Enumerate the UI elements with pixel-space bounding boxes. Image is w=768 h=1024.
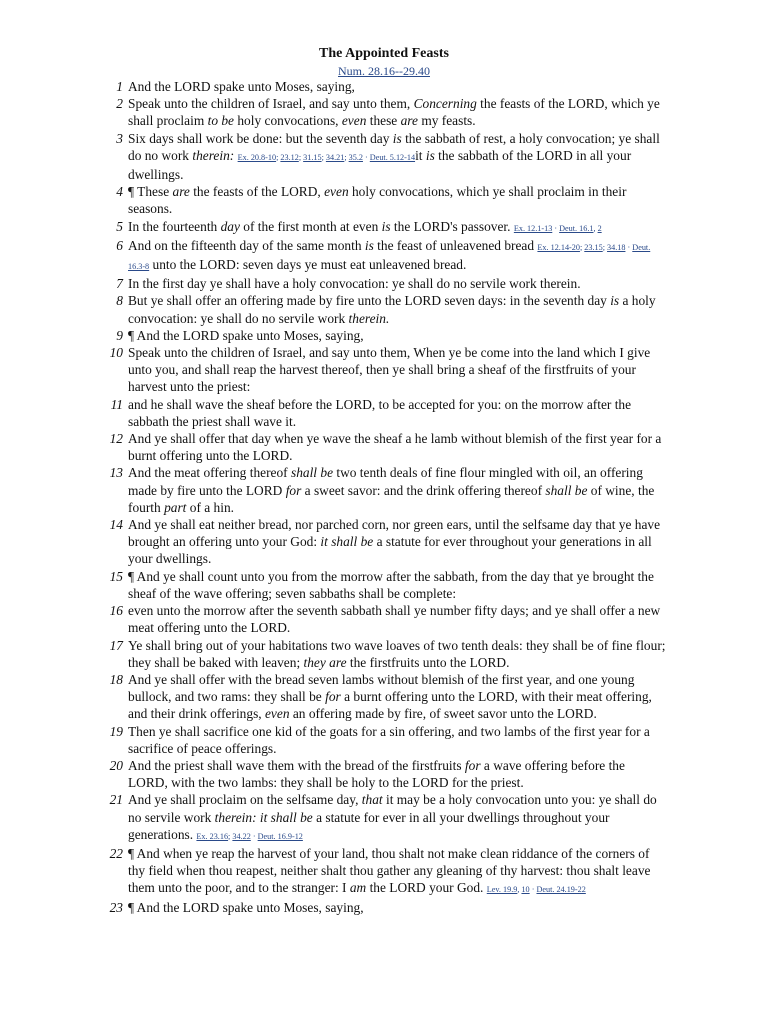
reference-separator: ; bbox=[321, 152, 326, 162]
verse-number: 7 bbox=[116, 276, 123, 292]
verse-text-segment: of wine, the fourth bbox=[128, 482, 655, 515]
verse-19 bbox=[0, 723, 768, 757]
italic-text: shall be bbox=[545, 482, 588, 498]
verse-text-segment: ¶ And ye shall count unto you from the morrow after the sabbath, from the day that ye brought the sheaf of the wave offering; seven sabbaths shall be complete: bbox=[128, 568, 654, 601]
verse-text-segment: the sabbath of the LORD in all your dwellings. bbox=[128, 147, 632, 183]
verse-6 bbox=[0, 237, 768, 275]
italic-text: to be bbox=[207, 113, 234, 129]
verse-text-segment: holy convocations, bbox=[234, 113, 342, 129]
italic-text: is bbox=[364, 237, 374, 253]
reference-separator: · bbox=[250, 831, 258, 841]
reference-separator: · bbox=[552, 223, 560, 233]
verse-text-segment: Then ye shall sacrifice one kid of the goats for a sin offering, and two lambs of the first year for a sacrifice of peace offerings. bbox=[128, 723, 650, 756]
verse-21 bbox=[0, 791, 768, 845]
verse-text-segment: But ye shall offer an offering made by fire unto the LORD seven days: in the seventh day bbox=[128, 293, 611, 309]
cross-reference-link[interactable]: 23.15 bbox=[584, 242, 603, 252]
passage-reference[interactable] bbox=[0, 64, 768, 78]
verse-text bbox=[128, 899, 668, 916]
verse-text bbox=[128, 791, 668, 845]
verse-number: 17 bbox=[109, 637, 123, 653]
verse-text bbox=[128, 275, 668, 292]
cross-reference-link[interactable]: Ex. 23.16 bbox=[196, 831, 229, 841]
verse-list bbox=[0, 78, 768, 916]
italic-text: are bbox=[172, 184, 190, 200]
italic-text: am bbox=[349, 880, 367, 896]
verse-text bbox=[128, 327, 668, 344]
verse-text-segment: And the priest shall wave them with the bread of the firstfruits bbox=[128, 757, 465, 773]
verse-3 bbox=[0, 130, 768, 184]
verse-text-segment: the sabbath of rest, a holy convocation; ye shall do no work bbox=[128, 130, 660, 163]
verse-text-segment: the LORD's passover. bbox=[390, 218, 514, 234]
verse-text-segment: a statute for ever throughout your generations in all your dwellings. bbox=[128, 534, 652, 567]
verse-text-segment: the feasts of the LORD, which ye shall proclaim bbox=[128, 96, 660, 129]
verse-text bbox=[128, 568, 668, 602]
verse-text bbox=[128, 344, 668, 396]
verse-text-segment: ¶ And the LORD spake unto Moses, saying, bbox=[128, 899, 364, 915]
verse-text bbox=[128, 516, 668, 568]
verse-text bbox=[128, 78, 668, 95]
verse-13 bbox=[0, 464, 768, 516]
verse-text-segment: And the LORD spake unto Moses, saying, bbox=[128, 79, 355, 94]
verse-text-segment: And ye shall offer that day when ye wave the sheaf a he lamb without blemish of the first year for a burnt offering unto the LORD. bbox=[128, 431, 662, 464]
verse-text bbox=[128, 237, 668, 275]
verse-text-segment: And ye shall eat neither bread, nor parched corn, nor green ears, until the selfsame day that ye have brought an offering unto your God: bbox=[128, 517, 661, 550]
verse-number: 14 bbox=[109, 517, 123, 533]
verse-text-segment: the firstfruits unto the LORD. bbox=[346, 654, 510, 670]
verse-number: 1 bbox=[116, 79, 123, 94]
cross-reference-link[interactable]: 10 bbox=[521, 885, 530, 895]
verse-text bbox=[128, 464, 668, 516]
cross-reference-link[interactable]: Ex. 12.14-20 bbox=[537, 242, 580, 252]
verse-text-segment: two tenth deals of fine flour mingled with oil, an offering made by fire unto the LORD bbox=[128, 465, 643, 498]
reference-separator: , bbox=[593, 223, 598, 233]
page-title: The Appointed Feasts bbox=[319, 46, 449, 61]
verse-text bbox=[128, 637, 668, 671]
italic-text: that bbox=[361, 792, 383, 808]
verse-number: 2 bbox=[116, 96, 123, 112]
verse-1 bbox=[0, 78, 768, 95]
verse-number: 16 bbox=[109, 603, 123, 619]
verse-text-segment: And ye shall offer with the bread seven lambs without blemish of the first year, and one young bullock, and two rams: they shall be bbox=[128, 671, 635, 705]
verse-number: 10 bbox=[109, 345, 123, 361]
cross-reference-link[interactable]: Lev. 19.9 bbox=[486, 885, 518, 895]
verse-15 bbox=[0, 568, 768, 602]
verse-number: 12 bbox=[109, 431, 123, 447]
verse-23 bbox=[0, 899, 768, 916]
verse-text-segment: ¶ These bbox=[128, 184, 173, 200]
italic-text: they are bbox=[303, 654, 347, 670]
verse-text-segment: a holy convocation: ye shall do no servile work bbox=[128, 293, 656, 326]
verse-text-segment: Six days shall work be done: but the seventh day bbox=[128, 130, 393, 146]
cross-reference-link[interactable]: Deut. 16.1 bbox=[559, 223, 594, 233]
verse-text-segment: holy convocations, which ye shall proclaim in their seasons. bbox=[128, 184, 627, 217]
italic-text: for bbox=[325, 689, 341, 705]
verse-text-segment: the LORD your God. bbox=[366, 880, 487, 896]
verse-text bbox=[128, 757, 668, 791]
verse-text-segment: an offering made by fire, of sweet savor unto the LORD. bbox=[289, 706, 597, 722]
italic-text: therein: it shall be bbox=[214, 809, 313, 825]
verse-number: 6 bbox=[116, 237, 123, 253]
passage-reference-link[interactable]: Num. 28.16--29.40 bbox=[338, 64, 430, 78]
italic-text: Concerning bbox=[413, 96, 477, 112]
reference-separator: ; bbox=[298, 152, 304, 162]
verse-text-segment: and he shall wave the sheaf before the LORD, to be accepted for you: on the morrow after the sabbath the priest shall wave it. bbox=[128, 396, 632, 429]
verse-number: 19 bbox=[109, 723, 123, 739]
verse-text-segment: the feast of unleavened bread bbox=[373, 237, 538, 253]
reference-separator: · bbox=[529, 885, 537, 895]
cross-reference-link[interactable]: Ex. 12.1-13 bbox=[513, 223, 553, 233]
verse-22 bbox=[0, 845, 768, 899]
verse-text bbox=[128, 292, 668, 326]
cross-reference-link[interactable]: Deut. 5.12-14 bbox=[369, 152, 416, 162]
verse-text-segment: Ye shall bring out of your habitations two wave loaves of two tenth deals: they shall be of fine flour; they shall be baked with leaven; bbox=[128, 637, 666, 670]
italic-text: it shall be bbox=[320, 534, 374, 550]
verse-text-segment: Speak unto the children of Israel, and say unto them, bbox=[128, 96, 414, 112]
italic-text: is bbox=[610, 293, 620, 309]
verse-text-segment: it may be a holy convocation unto you: ye shall do no servile work bbox=[128, 792, 657, 825]
verse-text-segment: a burnt offering unto the LORD, with their meat offering, and their drink offerings, bbox=[128, 689, 652, 722]
reference-separator: ; bbox=[579, 242, 585, 252]
verse-number: 11 bbox=[110, 396, 123, 412]
verse-12 bbox=[0, 430, 768, 464]
cross-reference-link[interactable]: 2 bbox=[597, 223, 602, 233]
verse-17 bbox=[0, 637, 768, 671]
italic-text: therein: bbox=[192, 147, 235, 163]
reference-separator: , bbox=[517, 885, 522, 895]
verse-9 bbox=[0, 327, 768, 344]
verse-4 bbox=[0, 183, 768, 217]
reference-separator: ; bbox=[344, 152, 349, 162]
cross-reference-link[interactable]: Deut. 24.19-22 bbox=[536, 885, 586, 895]
verse-text-segment: even unto the morrow after the seventh sabbath shall ye number fifty days; and ye shall offer a new meat offering unto the LORD. bbox=[128, 603, 661, 636]
verse-text-segment: of the first month at even bbox=[239, 218, 382, 234]
verse-text bbox=[128, 95, 668, 129]
verse-number: 9 bbox=[116, 327, 123, 343]
verse-10 bbox=[0, 344, 768, 396]
verse-number: 20 bbox=[109, 757, 123, 773]
italic-text: even bbox=[324, 184, 349, 200]
italic-text: day bbox=[220, 218, 240, 234]
verse-number: 13 bbox=[109, 465, 123, 481]
verse-text-segment: these bbox=[366, 113, 401, 129]
verse-5 bbox=[0, 218, 768, 237]
verse-text-segment: a wave offering before the LORD, with the two lambs: they shall be holy to the LORD for the priest. bbox=[128, 757, 625, 791]
verse-text bbox=[128, 671, 668, 723]
reference-separator: · bbox=[362, 152, 370, 162]
verse-number: 22 bbox=[109, 845, 123, 861]
cross-reference-link[interactable]: 34.21 bbox=[325, 152, 345, 162]
verse-text-segment: And ye shall proclaim on the selfsame day, bbox=[128, 792, 362, 808]
verse-text-segment: ¶ And the LORD spake unto Moses, saying, bbox=[128, 327, 364, 343]
cross-reference-link[interactable]: 34.18 bbox=[607, 242, 626, 252]
verse-11 bbox=[0, 396, 768, 430]
cross-reference-link[interactable]: Ex. 20.8-10 bbox=[237, 152, 277, 162]
italic-text: is bbox=[392, 130, 402, 146]
verse-18 bbox=[0, 671, 768, 723]
cross-reference-link[interactable]: Deut. 16.3-8 bbox=[128, 242, 651, 272]
verse-text bbox=[128, 130, 668, 184]
reference-separator: ; bbox=[228, 831, 233, 841]
verse-number: 8 bbox=[116, 293, 123, 309]
verse-text-segment: the feasts of the LORD, bbox=[189, 184, 325, 200]
verse-text bbox=[128, 396, 668, 430]
verse-text bbox=[128, 430, 668, 464]
italic-text: for bbox=[464, 757, 481, 773]
cross-reference-link[interactable]: 23.12 bbox=[280, 152, 299, 162]
italic-text: is bbox=[425, 147, 435, 163]
verse-text-segment: In the fourteenth bbox=[128, 218, 221, 234]
verse-number: 18 bbox=[109, 671, 123, 687]
verse-text-segment: it bbox=[415, 147, 426, 163]
reference-separator: ; bbox=[276, 152, 281, 162]
verse-text-segment: unto the LORD: seven days ye must eat unleavened bread. bbox=[149, 257, 467, 273]
verse-number: 3 bbox=[116, 130, 123, 146]
italic-text: even bbox=[341, 113, 367, 129]
italic-text: shall be bbox=[290, 465, 334, 481]
cross-reference-link[interactable]: 34.22 bbox=[232, 831, 251, 841]
verse-number: 15 bbox=[109, 568, 123, 584]
cross-reference-link[interactable]: 35.2 bbox=[348, 152, 363, 162]
cross-reference-link[interactable]: Deut. 16.9-12 bbox=[257, 831, 303, 841]
verse-7 bbox=[0, 275, 768, 292]
verse-text bbox=[128, 183, 668, 217]
italic-text: part bbox=[164, 499, 187, 515]
italic-text: for bbox=[285, 482, 302, 498]
verse-text bbox=[128, 602, 668, 636]
verse-text-segment: Speak unto the children of Israel, and say unto them, When ye be come into the land which I give unto you, and shall reap the harvest thereof, then ye shall bring a sheaf of the firstfruits of your harvest unto the priest: bbox=[128, 345, 651, 395]
italic-text: are bbox=[400, 113, 418, 129]
italic-text: is bbox=[381, 218, 391, 234]
verse-number: 23 bbox=[109, 899, 123, 915]
verse-text-segment: of a hin. bbox=[186, 499, 235, 515]
verse-number: 5 bbox=[116, 218, 123, 234]
verse-text bbox=[128, 723, 668, 757]
verse-16 bbox=[0, 602, 768, 636]
reference-separator: ; bbox=[602, 242, 608, 252]
verse-number: 21 bbox=[109, 792, 123, 808]
verse-text-segment: my feasts. bbox=[417, 113, 476, 129]
verse-text-segment: And on the fifteenth day of the same month bbox=[128, 237, 365, 253]
cross-reference-link[interactable]: 31.15 bbox=[303, 152, 322, 162]
verse-text-segment: In the first day ye shall have a holy convocation: ye shall do no servile work therein. bbox=[128, 276, 581, 292]
verse-14 bbox=[0, 516, 768, 568]
verse-text-segment: a statute for ever in all your dwellings throughout your generations. bbox=[128, 809, 610, 842]
verse-text bbox=[128, 845, 668, 899]
verse-text-segment: And the meat offering thereof bbox=[128, 465, 291, 481]
italic-text: therein. bbox=[348, 310, 390, 326]
verse-text bbox=[128, 218, 668, 237]
verse-number: 4 bbox=[116, 184, 123, 200]
reference-separator: · bbox=[625, 242, 633, 252]
verse-20 bbox=[0, 757, 768, 791]
verse-text-segment: a sweet savor: and the drink offering thereof bbox=[301, 482, 546, 498]
verse-text-segment: ¶ And when ye reap the harvest of your land, thou shalt not make clean riddance of the corners of thy field when thou reapest, neither shalt thou gather any gleaning of thy harvest: thou shalt leave them unto the poor, and to the stranger: I bbox=[128, 845, 651, 896]
verse-2 bbox=[0, 95, 768, 129]
verse-8 bbox=[0, 292, 768, 326]
italic-text: even bbox=[264, 706, 290, 722]
